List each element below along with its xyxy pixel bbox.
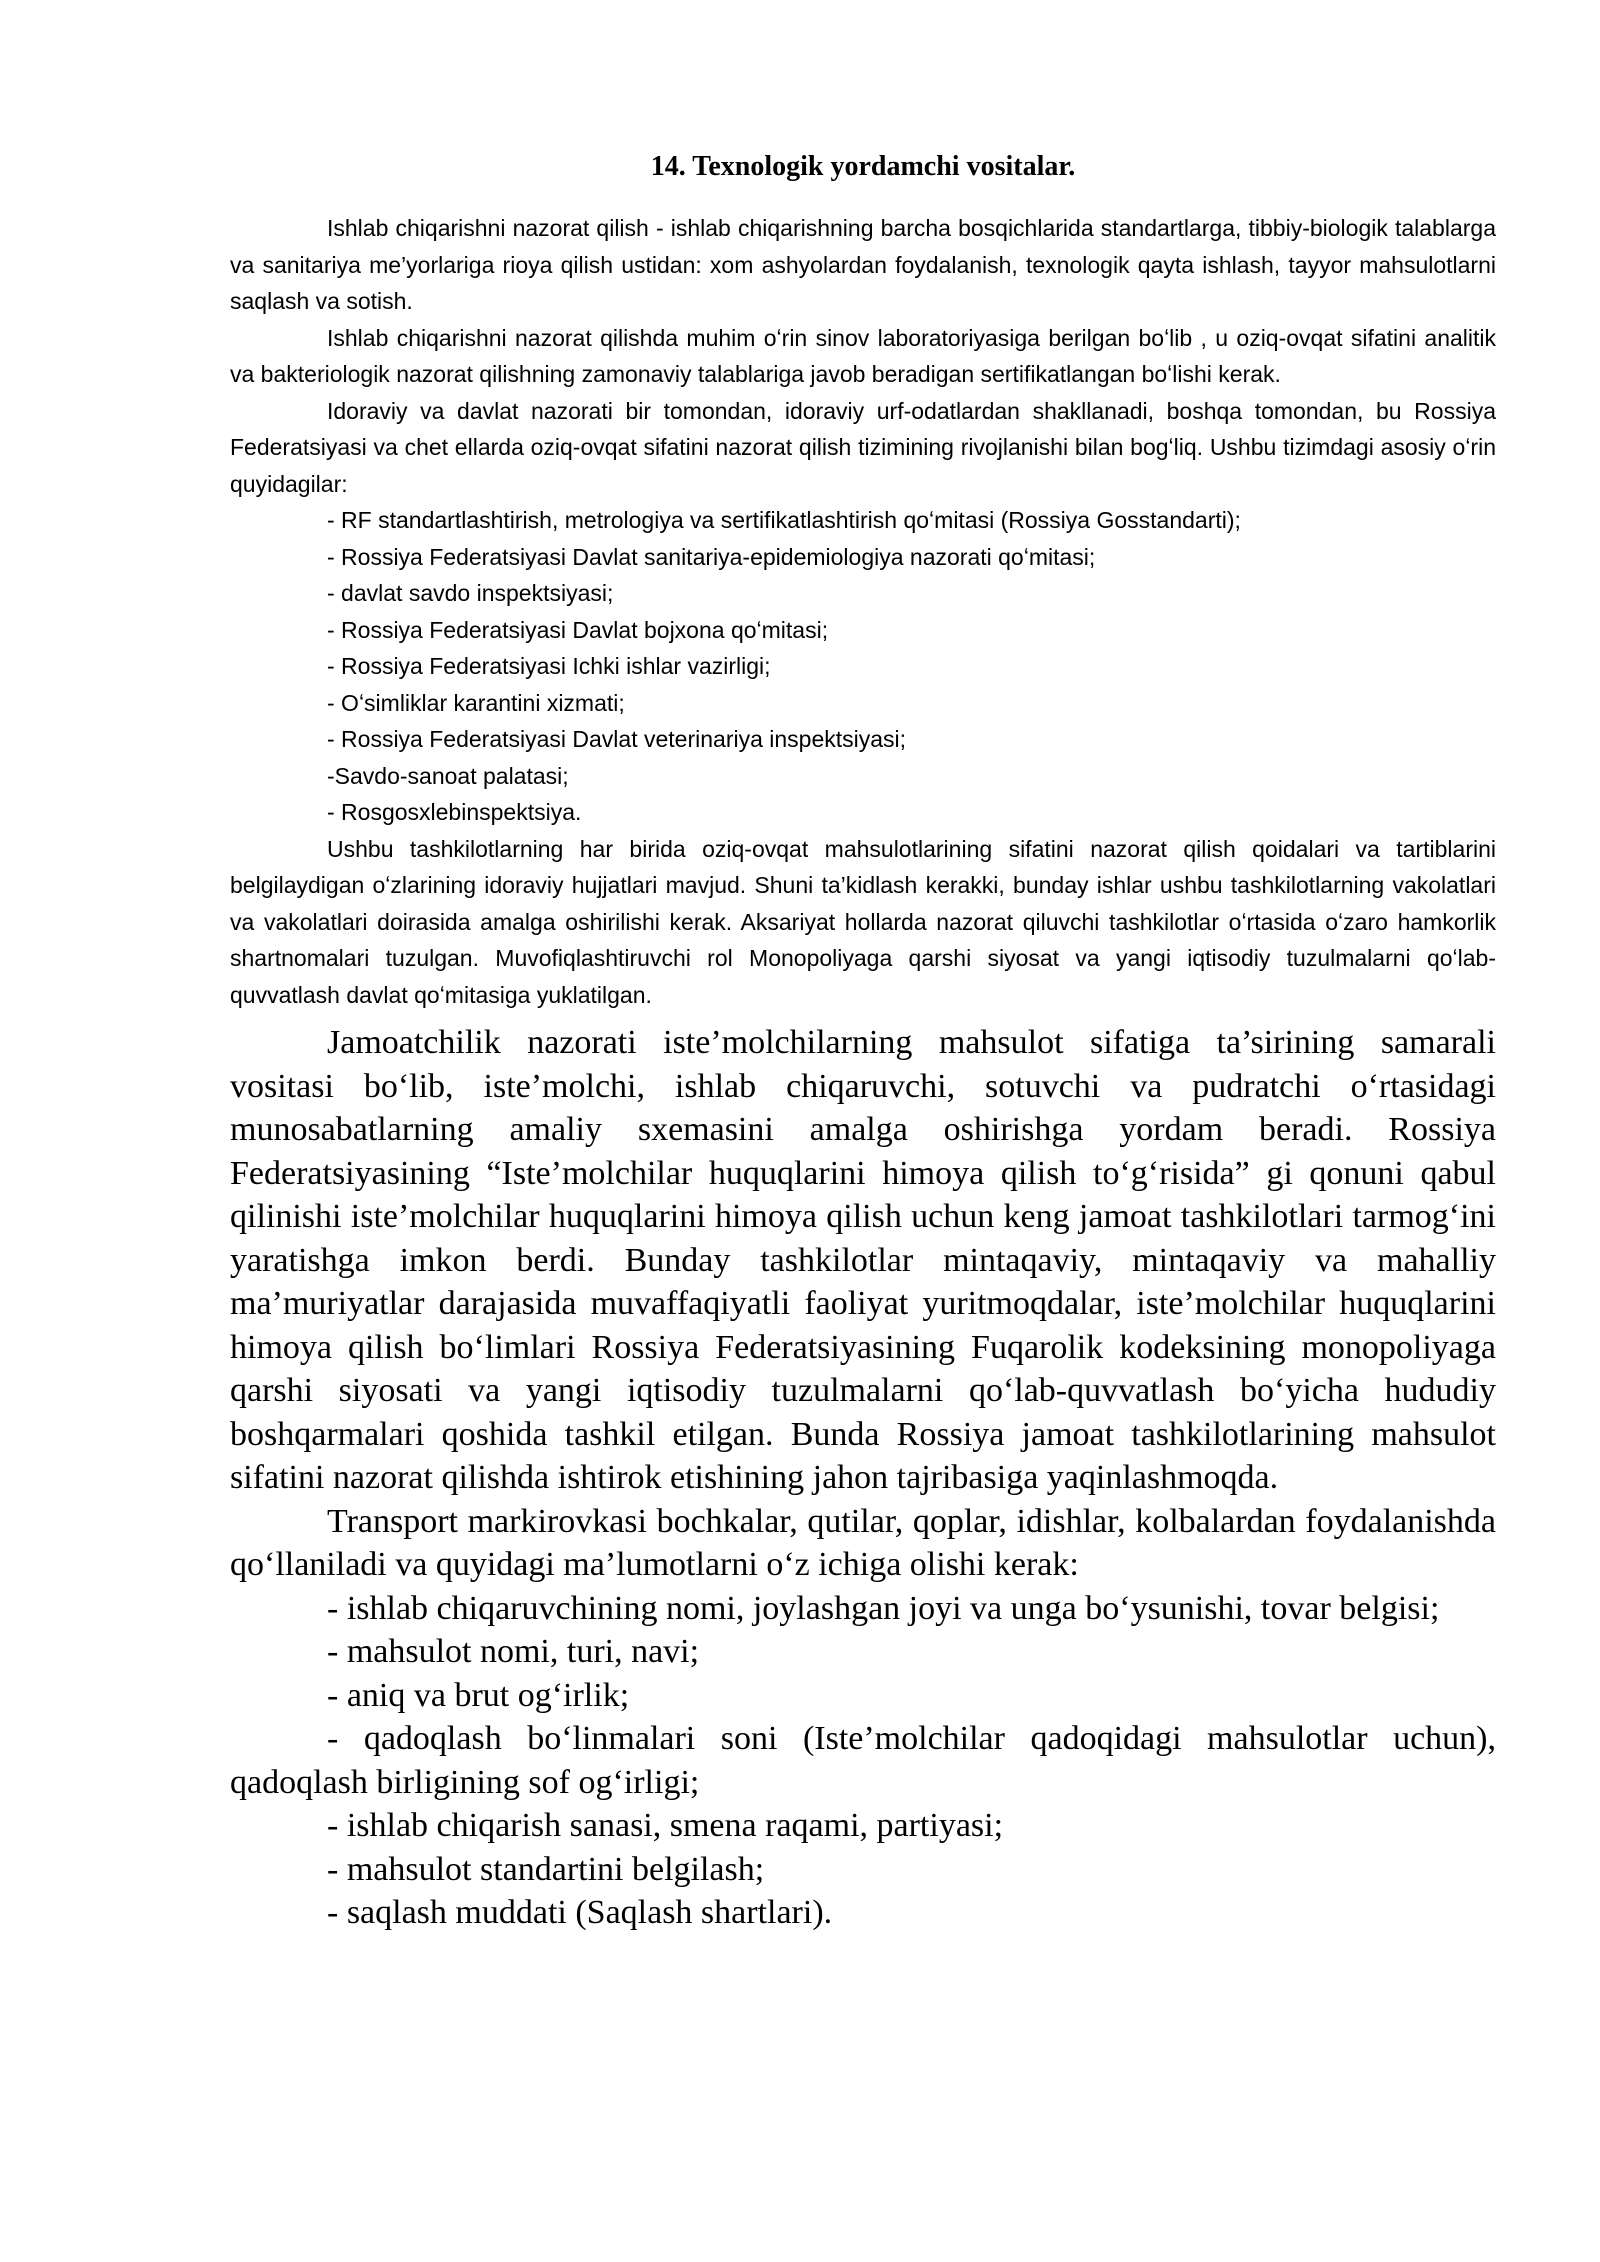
paragraph: Jamoatchilik nazorati iste’molchilarning mahsulot sifatiga ta’sirining samarali vositasi boʻlib, iste’molchi, ishlab chiqaruvchi, sotuvchi va pudratchi oʻrtasidagi munosabatlarning amaliy sxemasini amalga oshirishga yordam beradi. Rossiya Federatsiyasining “Iste’molchilar huquqlarini himoya qilish toʻgʻrisida” gi qonuni qabul qilinishi iste’molchilar huquqlarini himoya qilish uchun keng jamoat tashkilotlari tarmogʻini yaratishga imkon berdi. Bunday tashkilotlar mintaqaviy, mintaqaviy va mahalliy ma’muriyatlar darajasida muvaffaqiyatli faoliyat yuritmoqdalar, iste’molchilar huquqlarini himoya qilish boʻlimlari Rossiya Federatsiyasining Fuqarolik kodeksining monopoliyaga qarshi siyosati va yangi iqtisodiy tuzulmalarni qoʻlab-quvvatlash boʻyicha hududiy boshqarmalari qoshida tashkil etilgan. Bunda Rossiya jamoat tashkilotlarining mahsulot sifatini nazorat qilishda ishtirok etishining jahon tajribasiga yaqinlashmoqda. [230,1024,1496,1496]
list-item: - Oʻsimliklar karantini xizmati; [327,689,625,716]
list-item: -Savdo-sanoat palatasi; [327,762,569,789]
list-item: - RF standartlashtirish, metrologiya va sertifikatlashtirish qoʻmitasi (Rossiya Gosstandarti); [327,507,1241,533]
section-production-control [230,210,1496,1013]
list-item: - Rossiya Federatsiyasi Davlat veterinariya inspektsiyasi; [327,726,907,752]
marking-info-list [230,1587,1496,1935]
list-item: - saqlash muddati (Saqlash shartlari). [327,1894,833,1931]
page-title: 14. Texnologik yordamchi vositalar. [650,151,1076,182]
list-item: - aniq va brut ogʻirlik; [327,1676,630,1714]
paragraph: Ishlab chiqarishni nazorat qilishda muhim oʻrin sinov laboratoriyasiga berilgan boʻlib , u oziq-ovqat sifatini analitik va bakteriologik nazorat qilishning zamonaviy talablariga javob beradigan sertifikatlangan boʻlishi kerak. [230,324,1496,387]
paragraph: Transport markirovkasi bochkalar, qutilar, qoplar, idishlar, kolbalardan foydalanishda qoʻllaniladi va quyidagi ma’lumotlarni oʻz ichiga olishi kerak: [230,1502,1496,1583]
list-item: - mahsulot nomi, turi, navi; [327,1633,700,1670]
list-item: - ishlab chiqaruvchining nomi, joylashgan joyi va unga boʻysunishi, tovar belgisi; [327,1589,1440,1627]
list-item: - Rosgosxlebinspektsiya. [327,799,582,825]
list-item: - ishlab chiqarish sanasi, smena raqami, partiyasi; [327,1807,1004,1844]
spacer [230,1013,1496,1021]
list-item: - Rossiya Federatsiyasi Davlat bojxona qoʻmitasi; [327,616,829,643]
list-item: - davlat savdo inspektsiyasi; [327,580,614,606]
paragraph: Ishlab chiqarishni nazorat qilish - ishlab chiqarishning barcha bosqichlarida standartlarga, tibbiy-biologik talablarga va sanitariya me’yorlariga rioya qilish ustidan: xom ashyolardan foydalanish, texnologik qayta ishlash, tayyor mahsulotlarni saqlash va sotish. [230,215,1496,314]
document-page [230,150,1496,1935]
organizations-list [230,502,1496,831]
paragraph: Ushbu tashkilotlarning har birida oziq-ovqat mahsulotlarining sifatini nazorat qilish qoidalari va tartiblarini belgilaydigan oʻzlarining idoraviy hujjatlari mavjud. Shuni ta’kidlash kerakki, bunday ishlar ushbu tashkilotlarning vakolatlari va vakolatlari doirasida amalga oshirilishi kerak. Aksariyat hollarda nazorat qiluvchi tashkilotlar oʻrtasida oʻzaro hamkorlik shartnomalari tuzulgan. Muvofiqlashtiruvchi rol Monopoliyaga qarshi siyosat va yangi iqtisodiy tuzulmalarni qoʻlab-quvvatlash davlat qoʻmitasiga yuklatilgan. [230,835,1496,1008]
paragraph: Idoraviy va davlat nazorati bir tomondan, idoraviy urf-odatlardan shakllanadi, boshqa tomondan, bu Rossiya Federatsiyasi va chet ellarda oziq-ovqat sifatini nazorat qilish tizimining rivojlanishi bilan bogʻliq. Ushbu tizimdagi asosiy oʻrin quyidagilar: [230,397,1496,497]
list-item: - Rossiya Federatsiyasi Ichki ishlar vazirligi; [327,653,771,679]
list-item: - qadoqlash boʻlinmalari soni (Iste’molchilar qadoqidagi mahsulotlar uchun), qadoqlash birligining sof ogʻirligi; [230,1720,1496,1801]
section-public-control [230,1021,1496,1935]
list-item: - mahsulot standartini belgilash; [327,1850,765,1888]
list-item: - Rossiya Federatsiyasi Davlat sanitariya-epidemiologiya nazorati qoʻmitasi; [327,543,1096,570]
